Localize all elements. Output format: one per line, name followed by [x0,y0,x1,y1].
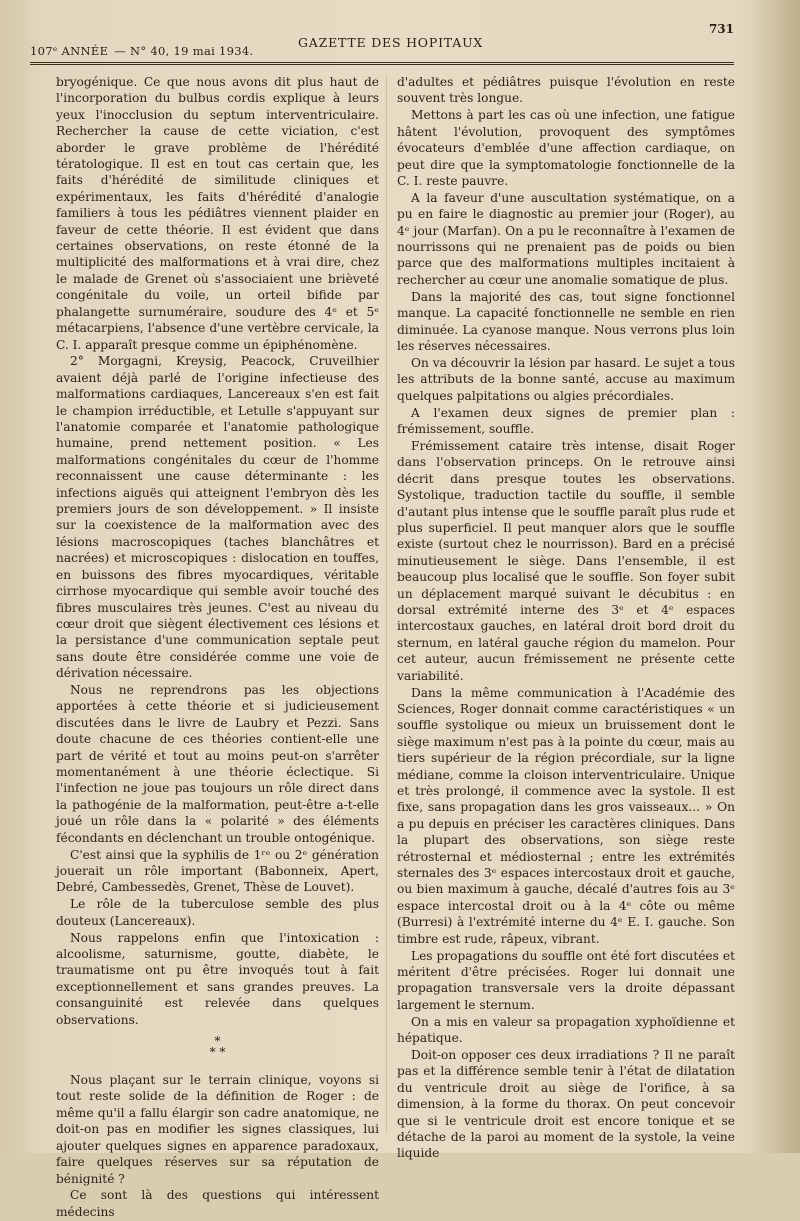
paragraph: Nous ne reprendrons pas les objections apportées à cette théorie et si judicieusement discutées dans le livre de Laubry et Pezzi. Sans doute chacune de ces théories contient-elle une part de vérité et tout au moins peut-on s'arrêter momentanément à une théorie éclectique. Si l'infection ne joue pas toujours un rôle direct dans la pathogénie de la malformation, peut-être a-t-elle joué un rôle dans la « polarité » des éléments fécondants en déclenchant un trouble ontogénique. [56,683,379,845]
paragraph: Nous plaçant sur le terrain clinique, voyons si tout reste solide de la définition de Roger : de même qu'il a fallu élargir son cadre anatomique, ne doit-on pas en modifier les signes classiques, lui ajouter quelques signes en apparence paradoxaux, faire quelques réserves sur sa réputation de bénignité ? [56,1073,379,1186]
header-journal-title: GAZETTE DES HOPITAUX [298,35,484,50]
paragraph: d'adultes et pédiâtres puisque l'évolution en reste souvent très longue. [397,75,735,106]
page-edge-shadow [752,0,800,1153]
paragraph: A l'examen deux signes de premier plan : frémissement, souffle. [397,405,735,437]
left-column [56,74,379,1221]
section-break: * * * [209,1034,226,1060]
paragraph: Nous rappelons enfin que l'intoxication : alcoolisme, saturnisme, goutte, diabète, le traumatisme ont pu être invoqués tout à fait exceptionnellement et sans grandes preuves. La consanguinité est relevée dans quelques observations. [56,930,379,1027]
paragraph: Dans la même communication à l'Académie des Sciences, Roger donnait comme caractéristiques « un souffle systolique ou mieux un bruissement dont le siège maximum n'est pas à la pointe du cœur, mais au tiers supérieur de la région précordiale, sur la ligne médiane, comme la cloison interventriculaire. Unique et très prolongé, il commence avec la systole. Il est fixe, sans propagation dans les gros vaisseaux... » On a pu depuis en préciser les caractères cliniques. Dans la plupart des observations, son siège reste rétrosternal et médiosternal ; entre les extrémités sternales des 3ᵉ espaces intercostaux droit et gauche, ou bien maximum à gauche, décalé d'autres fois au 3ᵉ espace intercostal droit ou à la 4ᵉ côte ou même (Burresi) à l'extrémité interne du 4ᵉ E. I. gauche. Son timbre est rude, râpeux, vibrant. [397,685,735,946]
paragraph: Ce sont là des questions qui intéressent médecins [56,1188,379,1219]
paragraph: On a mis en valeur sa propagation xyphoïdienne et hépatique. [397,1014,735,1046]
paragraph: Doit-on opposer ces deux irradiations ? Il ne paraît pas et la différence semble tenir à l'état de dilatation du ventricule droit au siège de l'orifice, à sa dimension, à la forme du thorax. On peut concevoir que si le ventricule droit est encore tonique et se détache de la paroi au moment de la systole, la veine liquide [397,1047,735,1161]
paragraph: bryogénique. Ce que nous avons dit plus haut de l'incorporation du bulbus cordis explique à leurs yeux l'inocclusion du septum interventriculaire. Rechercher la cause de cette viciation, c'est aborder le grave problème de l'hérédité tératologique. Il est en tout cas certain que, les faits d'hérédité de similitude cliniques et expérimentaux, les faits d'hérédité d'analogie familiers à tous les pédiâtres viennent plaider en faveur de cette théorie. Il est évident que dans certaines observations, on reste étonné de la multiplicité des malformations et à vrai dire, chez le malade de Grenet où s'associaient une brièveté congénitale du voile, un orteil bifide par phalangette surnuméraire, soudure des 4ᵉ et 5ᵉ métacarpiens, l'absence d'une vertèbre cervicale, la C. I. apparaît presque comme un épiphénomène. [56,75,379,352]
column-divider [386,74,387,1134]
page-header [30,22,734,62]
paragraph: Les propagations du souffle ont été fort discutées et méritent d'être précisées. Roger lui donnait une propagation transversale vers la droite dépassant largement le sternum. [397,948,735,1012]
header-rule [30,62,734,65]
paragraph: Mettons à part les cas où une infection, une fatigue hâtent l'évolution, provoquent des symptômes évocateurs d'emblée d'une affection cardiaque, on peut dire que la symptomatologie fonctionnelle de la C. I. reste pauvre. [397,108,735,188]
right-column [397,74,735,1162]
paragraph: 2° Morgagni, Kreysig, Peacock, Cruveilhier avaient déjà parlé de l'origine infectieuse des malformations cardiaques, Lancereaux s'en est fait le champion irréductible, et Letulle s'appuyant sur l'anatomie comparée et l'anatomie pathologique humaine, prend nettement position. « Les malformations congénitales du cœur de l'homme reconnaissent une cause déterminante : les infections aiguës qui atteignent l'embryon dès les premiers jours de son développement. » Il insiste sur la coexistence de la malformation avec des lésions macroscopiques (taches blanchâtres et nacrées) et microscopiques : dislocation en touffes, en buissons des fibres myocardiques, véritable cirrhose myocardique qui semble avoir touché des fibres musculaires très jeunes. C'est au niveau du cœur droit que siègent électivement ces lésions et la persistance d'une communication septale peut sans doute être considérée comme une voie de dérivation nécessaire. [56,354,379,681]
paragraph: C'est ainsi que la syphilis de 1ʳᵉ ou 2ᵉ génération jouerait un rôle important (Babonneix, Apert, Debré, Cambessedès, Grenet, Thèse de Louvet). [56,847,379,895]
paragraph: Dans la majorité des cas, tout signe fonctionnel manque. La capacité fonctionnelle ne semble en rien diminuée. La cyanose manque. Nous verrons plus loin les réserves nécessaires. [397,289,735,353]
paragraph: Le rôle de la tuberculose semble des plus douteux (Lancereaux). [56,897,379,928]
paragraph: On va découvrir la lésion par hasard. Le sujet a tous les attributs de la bonne santé, accuse au maximum quelques palpitations ou algies précordiales. [397,355,735,403]
header-issue: — N° 40, 19 mai 1934. [114,44,254,58]
paragraph: A la faveur d'une auscultation systématique, on a pu en faire le diagnostic au premier jour (Roger), au 4ᵉ jour (Marfan). On a pu le reconnaître à l'examen de nourrissons qui ne prenaient pas de poids ou bien parce que des malformations multiples incitaient à rechercher au cœur une anomalie somatique de plus. [397,190,735,287]
header-issue-info [30,44,253,58]
page-number: 731 [708,22,734,36]
paragraph: Frémissement cataire très intense, disait Roger dans l'observation princeps. On le retrouve ainsi décrit dans presque toutes les observations. Systolique, traduction tactile du souffle, il semble d'autant plus intense que le souffle paraît plus rude et plus superficiel. Il peut manquer alors que le souffle existe (surtout chez le nourrisson). Bard en a précisé minutieusement le siège. Dans l'ensemble, il est beaucoup plus localisé que le souffle. Son foyer subit un déplacement marqué suivant le décubitus : en dorsal extrémité interne des 3ᵉ et 4ᵉ espaces intercostaux gauches, en latéral droit bord droit du sternum, en latéral gauche région du mamelon. Pour cet auteur, aucun frémissement ne présente cette variabilité. [397,438,735,683]
header-volume: 107ᵉ ANNÉE [30,44,109,58]
